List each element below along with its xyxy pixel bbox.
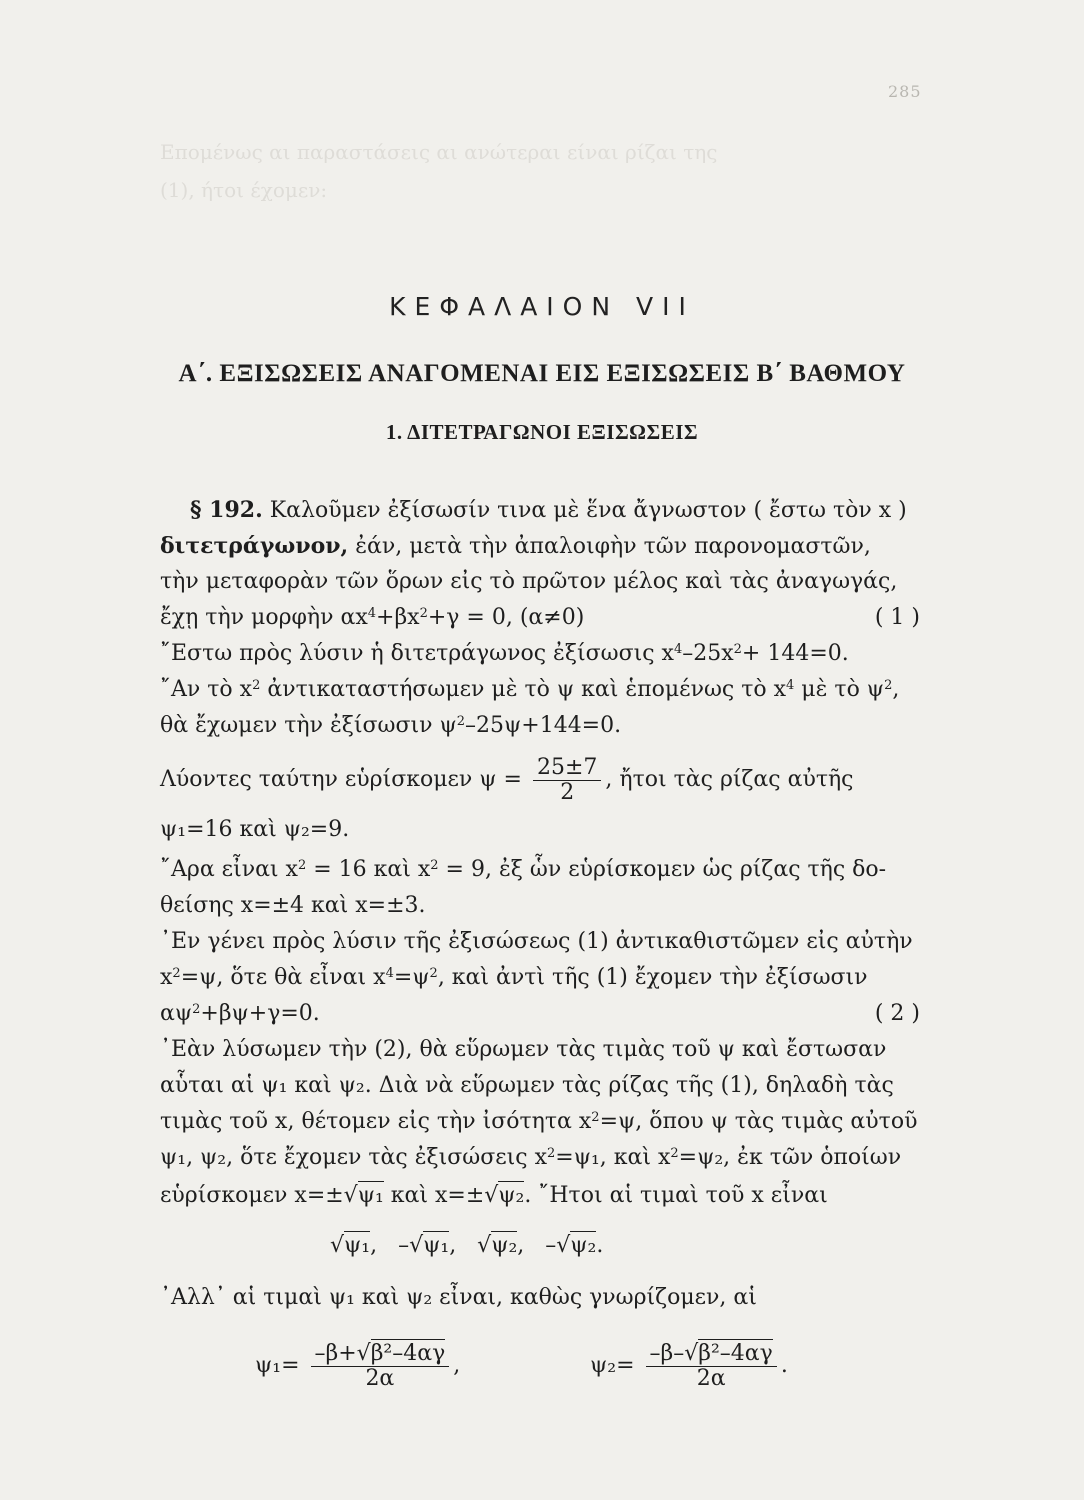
text-line: τιμὰς τοῦ x, θέτομεν εἰς τὴν ἰσότητα $x^2=\psi$, ὅπου ψ τὰς τιμὰς αὐτοῦ [160, 1109, 918, 1134]
text-line: διτετράγωνον, ἐάν, μετὰ τὴν ἀπαλοιφὴν τῶν παρονομαστῶν, [160, 533, 871, 559]
defined-term: διτετράγωνον, [160, 533, 349, 559]
text-line: τὴν μεταφορὰν τῶν ὅρων εἰς τὸ πρῶτον μέλος καὶ τὰς ἀναγωγάς, [160, 569, 898, 594]
text-line: ἔχῃ τὴν μορφὴν $\alpha x^4+\beta x^2+\gamma = 0$, (α≠0) ( 1 ) [160, 600, 920, 636]
text-line: Λύοντες ταύτην εὑρίσκομεν ψ = $\frac{25\pm 7}{2}$ , ἤτοι τὰς ρίζας αὐτῆς [160, 754, 854, 805]
text-line: ᾿Εὰν λύσωμεν τὴν (2), θὰ εὕρωμεν τὰς τιμὰς τοῦ ψ καὶ ἔστωσαν [160, 1037, 887, 1062]
text-line: ψ₁=16 καὶ ψ₂=9. [160, 817, 350, 842]
formula-psi1: ψ₁= $\frac{\text{–β+√β²–4αγ}}{2\alpha}$ , [255, 1340, 461, 1391]
equation-number: ( 1 ) [874, 605, 920, 630]
text-line: ῎Εστω πρὸς λύσιν ἡ διτετράγωνος ἐξίσωσις $x^4-25x^2+ 144=0$. [160, 641, 849, 666]
subsection-title: 1. ΔΙΤΕΤΡΑΓΩΝΟΙ ΕΞΙΣΩΣΕΙΣ [385, 420, 699, 444]
section-title: Α΄. ΕΞΙΣΩΣΕΙΣ ΑΝΑΓΟΜΕΝΑΙ ΕΙΣ ΕΞΙΣΩΣΕΙΣ Β΄ ΒΑΘΜΟΥ [178, 360, 906, 387]
text-line: $\alpha\psi^2+\beta\psi+\gamma=0$. ( 2 ) [160, 996, 920, 1032]
text-line: $x^2=\psi$, ὅτε θὰ εἶναι $x^4=\psi^2$, καὶ ἀντὶ τῆς (1) ἔχομεν τὴν ἐξίσωσιν [160, 965, 868, 990]
bleed-through-line: Επομένως αι παραστάσεις αι ανώτεραι είναι ρίζαι της [160, 140, 718, 164]
text-line: θείσης x=±4 καὶ x=±3. [160, 893, 426, 918]
text-line: ψ₁, ψ₂, ὅτε ἔχομεν τὰς ἐξισώσεις $x^2=\psi_1$, καὶ $x^2=\psi_2$, ἐκ τῶν ὁποίων [160, 1145, 902, 1170]
paragraph-number: § 192. [190, 497, 263, 523]
text-line: ᾿Εν γένει πρὸς λύσιν τῆς ἐξισώσεως (1) ἀντικαθιστῶμεν εἰς αὐτὴν [160, 929, 913, 954]
roots-display: √ψ₁, –√ψ₁, √ψ₂, –√ψ₂. [330, 1233, 604, 1258]
text-line: § 192. Καλοῦμεν ἐξίσωσίν τινα μὲ ἕνα ἄγνωστον ( ἔστω τὸν x ) [190, 497, 907, 523]
fraction: $\frac{25\pm 7}{2}$ [533, 756, 601, 805]
text-line: ῎Αν τὸ $x^2$ ἀντικαταστήσωμεν μὲ τὸ ψ καὶ ἑπομένως τὸ $x^4$ μὲ τὸ $\psi^2$, [160, 677, 900, 702]
text-line: θὰ ἔχωμεν τὴν ἐξίσωσιν $\psi^2-25\psi+144=0$. [160, 713, 622, 738]
page-number: 285 [888, 82, 922, 101]
fraction: $\frac{\text{–β–√β²–4αγ}}{2\alpha}$ [646, 1342, 777, 1391]
chapter-title: ΚΕΦΑΛΑΙΟΝ VII [389, 292, 695, 321]
formula-psi2: ψ₂= $\frac{\text{–β–√β²–4αγ}}{2\alpha}$ . [590, 1340, 788, 1391]
text-line: εὑρίσκομεν x=±√ψ₁ καὶ x=±√ψ₂. ῎Ητοι αἱ τιμαὶ τοῦ x εἶναι [160, 1183, 828, 1208]
text-line: αὗται αἱ ψ₁ καὶ ψ₂. Διὰ νὰ εὕρωμεν τὰς ρίζας τῆς (1), δηλαδὴ τὰς [160, 1073, 894, 1098]
text-line: ᾿Αλλ᾿ αἱ τιμαὶ ψ₁ καὶ ψ₂ εἶναι, καθὼς γνωρίζομεν, αἱ [160, 1285, 757, 1310]
equation-number: ( 2 ) [874, 1001, 920, 1026]
fraction: $\frac{\text{–β+√β²–4αγ}}{2\alpha}$ [311, 1342, 450, 1391]
text-line: ῎Αρα εἶναι $x^2 = 16$ καὶ $x^2 = 9$, ἐξ ὧν εὑρίσκομεν ὡς ρίζας τῆς δο- [160, 857, 887, 882]
bleed-through-line: (1), ήτοι έχομεν: [160, 178, 328, 202]
